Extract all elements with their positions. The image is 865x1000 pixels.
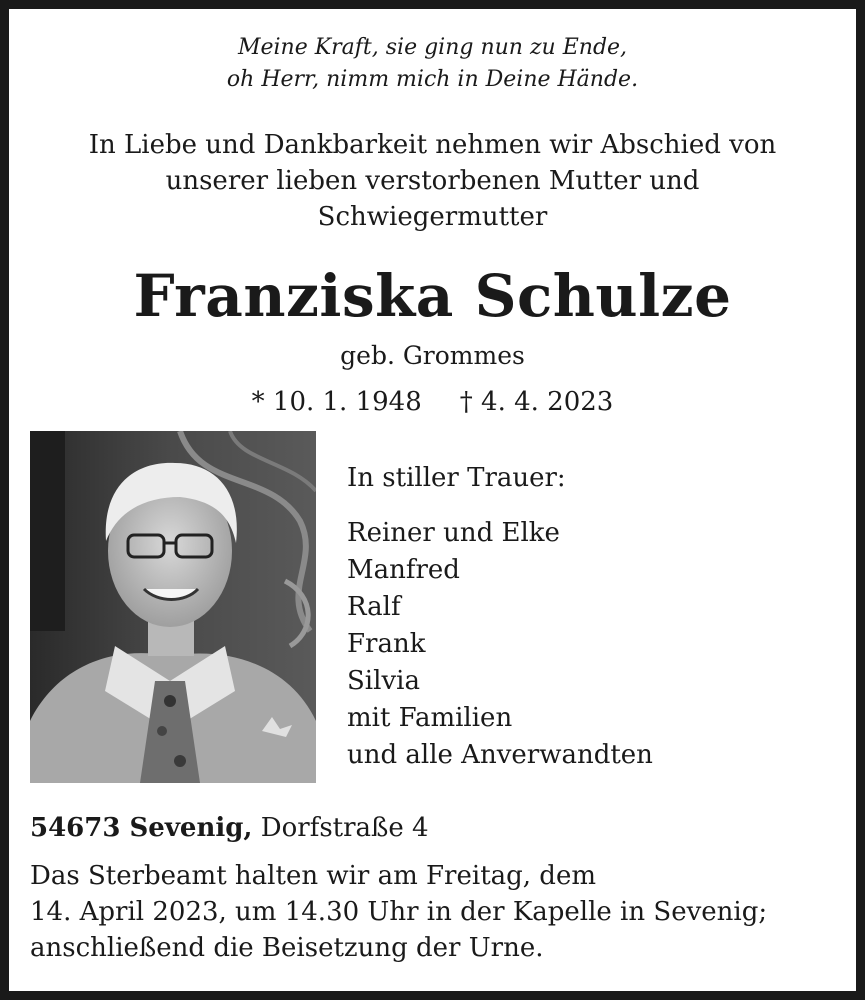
intro-text <box>0 127 865 235</box>
verse-line-2: oh Herr, nimm mich in Deine Hände. <box>226 67 639 92</box>
mourner-name: Ralf <box>347 592 401 622</box>
family-address <box>30 810 429 846</box>
service-line-3: anschließend die Beisetzung der Urne. <box>30 933 544 963</box>
address-street: Dorfstraße 4 <box>260 813 429 843</box>
mourners-list <box>347 460 653 774</box>
service-line-1: Das Sterbeamt halten wir am Freitag, dem <box>30 861 596 891</box>
mourner-name: mit Familien <box>347 703 513 733</box>
mourner-name: und alle Anverwandten <box>347 740 653 770</box>
intro-line-2: unserer lieben verstorbenen Mutter und <box>165 166 700 196</box>
deceased-name: Franziska Schulze <box>133 262 732 330</box>
verse <box>0 32 865 96</box>
verse-line-1: Meine Kraft, sie ging nun zu Ende, <box>237 35 628 60</box>
mourner-name: Manfred <box>347 555 460 585</box>
mourner-name: Silvia <box>347 666 420 696</box>
service-line-2: 14. April 2023, um 14.30 Uhr in der Kapelle in Sevenig; <box>30 897 768 927</box>
birth-date: * 10. 1. 1948 <box>251 387 422 417</box>
intro-line-1: In Liebe und Dankbarkeit nehmen wir Abschied von <box>88 130 777 160</box>
service-announcement <box>30 858 850 966</box>
mourner-name: Reiner und Elke <box>347 518 560 548</box>
mourner-name: Frank <box>347 629 426 659</box>
death-date: † 4. 4. 2023 <box>459 387 614 417</box>
address-place: 54673 Sevenig, <box>30 813 253 843</box>
portrait-photo <box>30 431 316 783</box>
portrait-illustration <box>30 431 316 783</box>
maiden-name: geb. Grommes <box>340 341 525 370</box>
life-dates <box>0 384 865 420</box>
intro-line-3: Schwiegermutter <box>317 202 548 232</box>
mourners-heading: In stiller Trauer: <box>347 463 566 493</box>
